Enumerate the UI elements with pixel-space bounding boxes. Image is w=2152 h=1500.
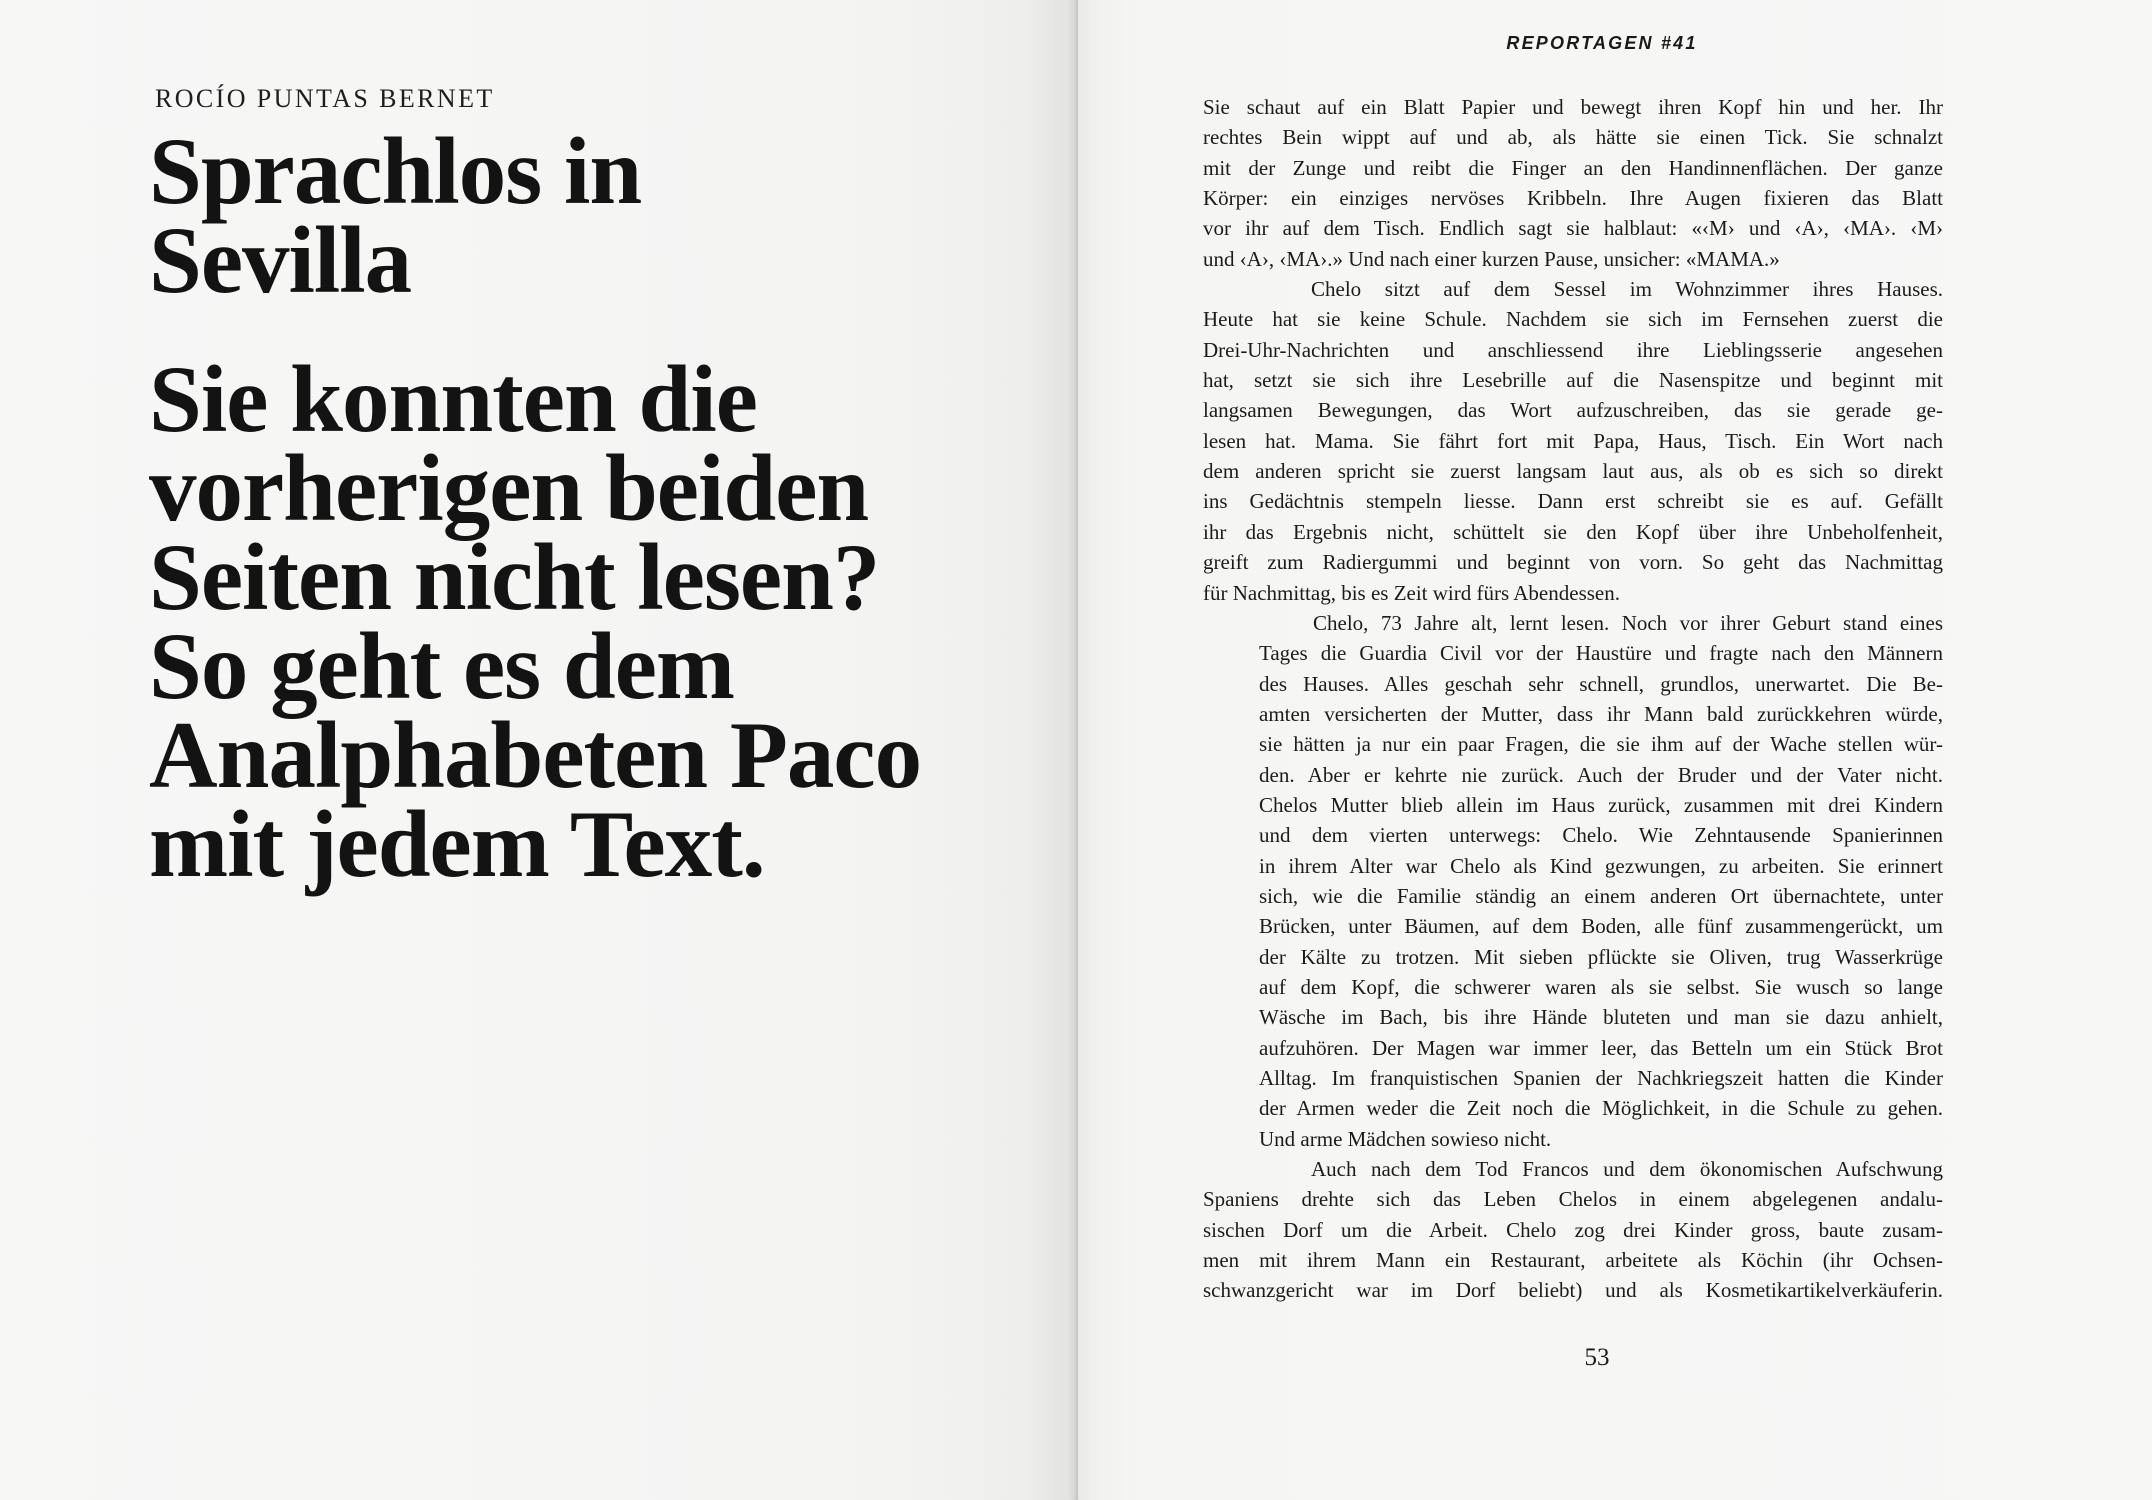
- body-line: und dem vierten unterwegs: Chelo. Wie Zehntausende Spanierinnen: [1259, 823, 1943, 848]
- body-line: vor ihr auf dem Tisch. Endlich sagt sie halblaut: «‹M› und ‹A›, ‹MA›. ‹M›: [1203, 216, 1943, 241]
- body-line: Chelo, 73 Jahre alt, lernt lesen. Noch vor ihrer Geburt stand eines: [1313, 610, 1943, 635]
- body-line: rechtes Bein wippt auf und ab, als hätte sie einen Tick. Sie schnalzt: [1203, 125, 1943, 150]
- title-line: Sevilla: [149, 207, 412, 313]
- body-line: dem anderen spricht sie zuerst langsam laut aus, als ob es sich so direkt: [1203, 459, 1943, 484]
- body-line: sich, wie die Familie ständig an einem anderen Ort übernachtete, unter: [1259, 883, 1943, 908]
- body-line: Spaniens drehte sich das Leben Chelos in einem abgelegenen andalu-: [1203, 1187, 1943, 1212]
- page-number: 53: [1584, 1344, 1610, 1371]
- body-line: Wäsche im Bach, bis ihre Hände bluteten und man sie dazu anhielt,: [1259, 1005, 1943, 1030]
- body-line: schwanzgericht war im Dorf beliebt) und als Kosmetikartikelverkäuferin.: [1203, 1278, 1943, 1303]
- article-lede: [149, 346, 922, 897]
- lede-line: Seiten nicht lesen?: [149, 524, 880, 630]
- paragraph: [1203, 1154, 1943, 1306]
- body-line: amten versicherten der Mutter, dass ihr Mann bald zurückkehren würde,: [1259, 701, 1943, 726]
- body-line: men mit ihrem Mann ein Restaurant, arbeitete als Köchin (ihr Ochsen-: [1203, 1248, 1943, 1273]
- lede-line: Sie konnten die: [149, 346, 757, 452]
- body-line: hat, setzt sie sich ihre Lesebrille auf die Nasenspitze und beginnt mit: [1203, 368, 1943, 393]
- body-line: Chelos Mutter blieb allein im Haus zurück, zusammen mit drei Kindern: [1259, 792, 1943, 817]
- body-line: ihr das Ergebnis nicht, schüttelt sie den Kopf über ihre Unbeholfenheit,: [1203, 519, 1943, 544]
- paragraph: [1203, 92, 1943, 274]
- body-line: den. Aber er kehrte nie zurück. Auch der Bruder und der Vater nicht.: [1259, 762, 1943, 787]
- body-line: für Nachmittag, bis es Zeit wird fürs Abendessen.: [1203, 580, 1620, 605]
- body-line: Chelo sitzt auf dem Sessel im Wohnzimmer ihres Hauses.: [1311, 277, 1943, 302]
- body-line: auf dem Kopf, die schwerer waren als sie selbst. Sie wusch so lange: [1259, 974, 1943, 999]
- article-title: [149, 118, 642, 313]
- running-header: REPORTAGEN #41: [1506, 33, 1698, 53]
- body-line: Alltag. Im franquistischen Spanien der Nachkriegszeit hatten die Kinder: [1259, 1066, 1943, 1090]
- title-line: Sprachlos in: [149, 118, 642, 224]
- body-line: Brücken, unter Bäumen, auf dem Boden, alle fünf zusammengerückt, um: [1259, 914, 1943, 939]
- body-line: und ‹A›, ‹MA›.» Und nach einer kurzen Pause, unsicher: «MAMA.»: [1203, 246, 1780, 271]
- body-line: Auch nach dem Tod Francos und dem ökonomischen Aufschwung: [1311, 1157, 1943, 1182]
- body-line: ins Gedächtnis stempeln liesse. Dann erst schreibt sie es auf. Gefällt: [1203, 489, 1943, 514]
- body-line: in ihrem Alter war Chelo als Kind gezwungen, zu arbeiten. Sie erinnert: [1259, 853, 1943, 878]
- body-line: mit der Zunge und reibt die Finger an den Handinnenflächen. Der ganze: [1203, 155, 1943, 180]
- body-line: sischen Dorf um die Arbeit. Chelo zog drei Kinder gross, baute zusam-: [1203, 1217, 1943, 1242]
- article-body: [1203, 92, 1943, 1306]
- body-line: sie hätten ja nur ein paar Fragen, die sie ihm auf der Wache stellen wür-: [1259, 732, 1943, 757]
- body-line: der Armen weder die Zeit noch die Möglichkeit, in die Schule zu gehen.: [1259, 1096, 1943, 1121]
- body-line: aufzuhören. Der Magen war immer leer, das Betteln um ein Stück Brot: [1259, 1035, 1943, 1060]
- body-line: lesen hat. Mama. Sie fährt fort mit Papa, Haus, Tisch. Ein Wort nach: [1203, 428, 1943, 453]
- body-line: Und arme Mädchen sowieso nicht.: [1259, 1126, 1552, 1151]
- body-line: der Kälte zu trotzen. Mit sieben pflückte sie Oliven, trug Wasserkrüge: [1259, 944, 1943, 969]
- lede-line: mit jedem Text.: [149, 791, 765, 897]
- body-line: Tages die Guardia Civil vor der Haustüre und fragte nach den Männern: [1259, 641, 1943, 666]
- author-byline: ROCÍO PUNTAS BERNET: [155, 84, 495, 113]
- body-line: des Hauses. Alles geschah sehr schnell, grundlos, unerwartet. Die Be-: [1259, 671, 1943, 696]
- body-line: Drei-Uhr-Nachrichten und anschliessend ihre Lieblingsserie angesehen: [1203, 337, 1943, 362]
- page-right: [1078, 0, 2152, 1500]
- body-line: langsamen Bewegungen, das Wort aufzuschreiben, das sie gerade ge-: [1203, 398, 1943, 423]
- body-line: Heute hat sie keine Schule. Nachdem sie sich im Fernsehen zuerst die: [1203, 307, 1943, 332]
- lede-line: So geht es dem: [149, 613, 734, 719]
- lede-line: vorherigen beiden: [149, 435, 869, 541]
- body-line: greift zum Radiergummi und beginnt von vorn. So geht das Nachmittag: [1203, 550, 1943, 575]
- paragraph: [1203, 274, 1943, 608]
- body-line: Sie schaut auf ein Blatt Papier und bewegt ihren Kopf hin und her. Ihr: [1203, 95, 1943, 119]
- body-line: Körper: ein einziges nervöses Kribbeln. Ihre Augen fixieren das Blatt: [1203, 186, 1943, 211]
- paragraph: [1259, 608, 1943, 1154]
- lede-line: Analphabeten Paco: [149, 702, 922, 808]
